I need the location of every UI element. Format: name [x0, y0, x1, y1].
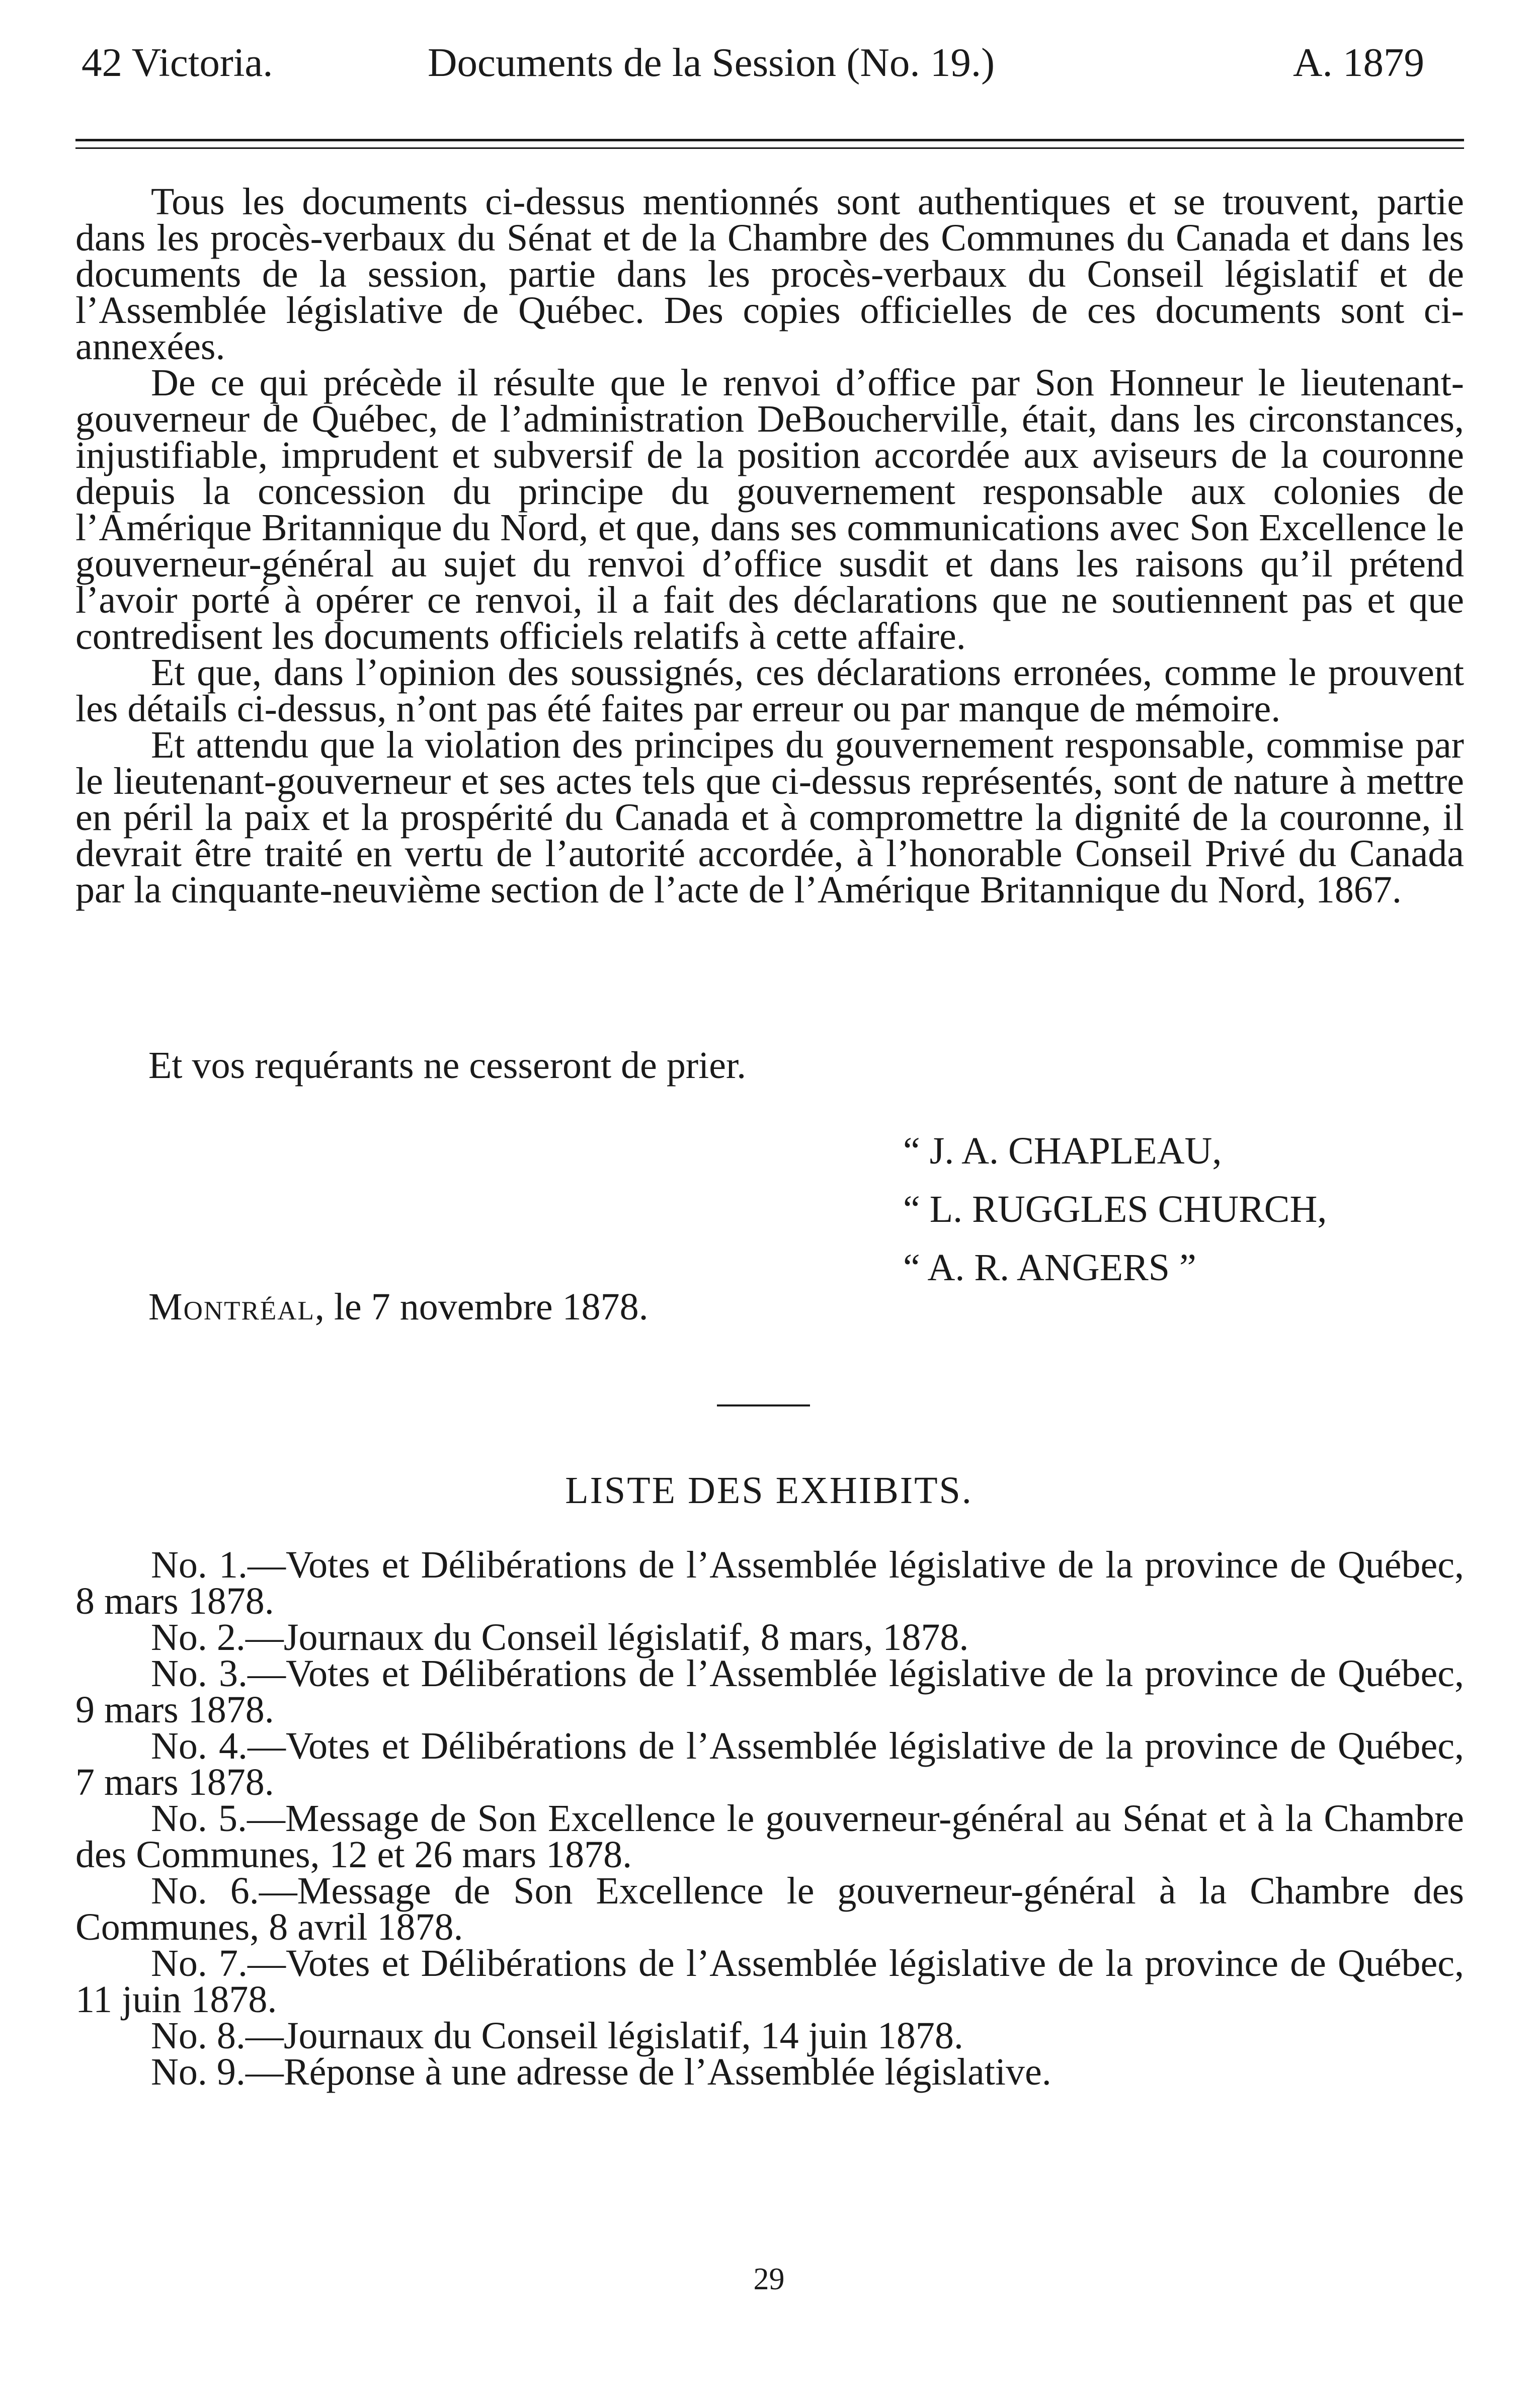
- paragraph: Et que, dans l’opinion des soussignés, ces déclarations erronées, comme le prouvent les détails ci-dessus, n’ont pas été faites par erreur ou par manque de mémoire.: [75, 651, 1464, 730]
- closing-prayer: Et vos requérants ne cesseront de prier.: [148, 1044, 747, 1087]
- exhibit-item: No. 7.—Votes et Délibérations de l’Assemblée législative de la province de Québec, 11 juin 1878.: [75, 1942, 1464, 2021]
- place: Montréal: [148, 1286, 315, 1328]
- paragraph: De ce qui précède il résulte que le renvoi d’office par Son Honneur le lieutenant-gouverneur de Québec, de l’administration DeBoucherville, était, dans les circonstances, injustifiable, imprudent et subversif de la position accordée aux aviseurs de la couronne depuis la concession du principe du gouvernement responsable aux colonies de l’Amérique Britannique du Nord, et que, dans ses communications avec Son Excellence le gouverneur-général au sujet du renvoi d’office susdit et dans les raisons qu’il prétend l’avoir porté à opérer ce renvoi, il a fait des déclarations que ne soutiennent pas et que contredisent les documents officiels relatifs à cette affaire.: [75, 362, 1464, 657]
- signature-line: “ J. A. CHAPLEAU,: [903, 1130, 1222, 1172]
- exhibits-list: [75, 1544, 1464, 2093]
- exhibit-item: No. 1.—Votes et Délibérations de l’Assemblée législative de la province de Québec, 8 mars 1878.: [75, 1544, 1464, 1622]
- body-text: [75, 181, 1464, 911]
- exhibit-item: No. 4.—Votes et Délibérations de l’Assemblée législative de la province de Québec, 7 mars 1878.: [75, 1725, 1464, 1803]
- header-title: Documents de la Session (No. 19.): [428, 40, 995, 85]
- paragraph: Et attendu que la violation des principes du gouvernement responsable, commise par le lieutenant-gouverneur et ses actes tels que ci-dessus représentés, sont de nature à mettre en péril la paix et la prospérité du Canada et à compromettre la dignité de la couronne, il devrait être traité en vertu de l’autorité accordée, à l’honorable Conseil Privé du Canada par la cinquante-neuvième section de l’acte de l’Amérique Britannique du Nord, 1867.: [75, 724, 1464, 911]
- place-and-date: [148, 1288, 649, 1326]
- exhibits-heading: LISTE DES EXHIBITS.: [565, 1469, 973, 1512]
- header-rule-top: [75, 139, 1464, 141]
- paragraph: Tous les documents ci-dessus mentionnés sont authentiques et se trouvent, partie dans les procès-verbaux du Sénat et de la Chambre des Communes du Canada et dans les documents de la session, partie dans les procès-verbaux du Conseil législatif et de l’Assemblée législative de Québec. Des copies officielles de ces documents sont ci-annexées.: [75, 181, 1464, 368]
- header-year: A. 1879: [1293, 40, 1424, 85]
- signature-line: “ L. RUGGLES CHURCH,: [903, 1188, 1327, 1230]
- header-rule-bottom: [75, 147, 1464, 149]
- exhibit-item: No. 2.—Journaux du Conseil législatif, 8 mars, 1878.: [151, 1616, 969, 1658]
- signature-line: “ A. R. ANGERS ”: [903, 1247, 1196, 1289]
- date: , le 7 novembre 1878.: [314, 1286, 649, 1328]
- section-divider: [717, 1404, 810, 1406]
- header-regnal-year: 42 Victoria.: [82, 40, 273, 85]
- page-number: 29: [753, 2262, 785, 2296]
- exhibit-item: No. 9.—Réponse à une adresse de l’Assemblée législative.: [151, 2051, 1051, 2093]
- exhibit-item: No. 5.—Message de Son Excellence le gouverneur-général au Sénat et à la Chambre des Communes, 12 et 26 mars 1878.: [75, 1797, 1464, 1876]
- exhibit-item: No. 8.—Journaux du Conseil législatif, 14 juin 1878.: [151, 2015, 963, 2057]
- signature-block: [903, 1122, 1327, 1297]
- exhibit-item: No. 3.—Votes et Délibérations de l’Assemblée législative de la province de Québec, 9 mars 1878.: [75, 1652, 1464, 1731]
- exhibit-item: No. 6.—Message de Son Excellence le gouverneur-général à la Chambre des Communes, 8 avril 1878.: [75, 1870, 1464, 1948]
